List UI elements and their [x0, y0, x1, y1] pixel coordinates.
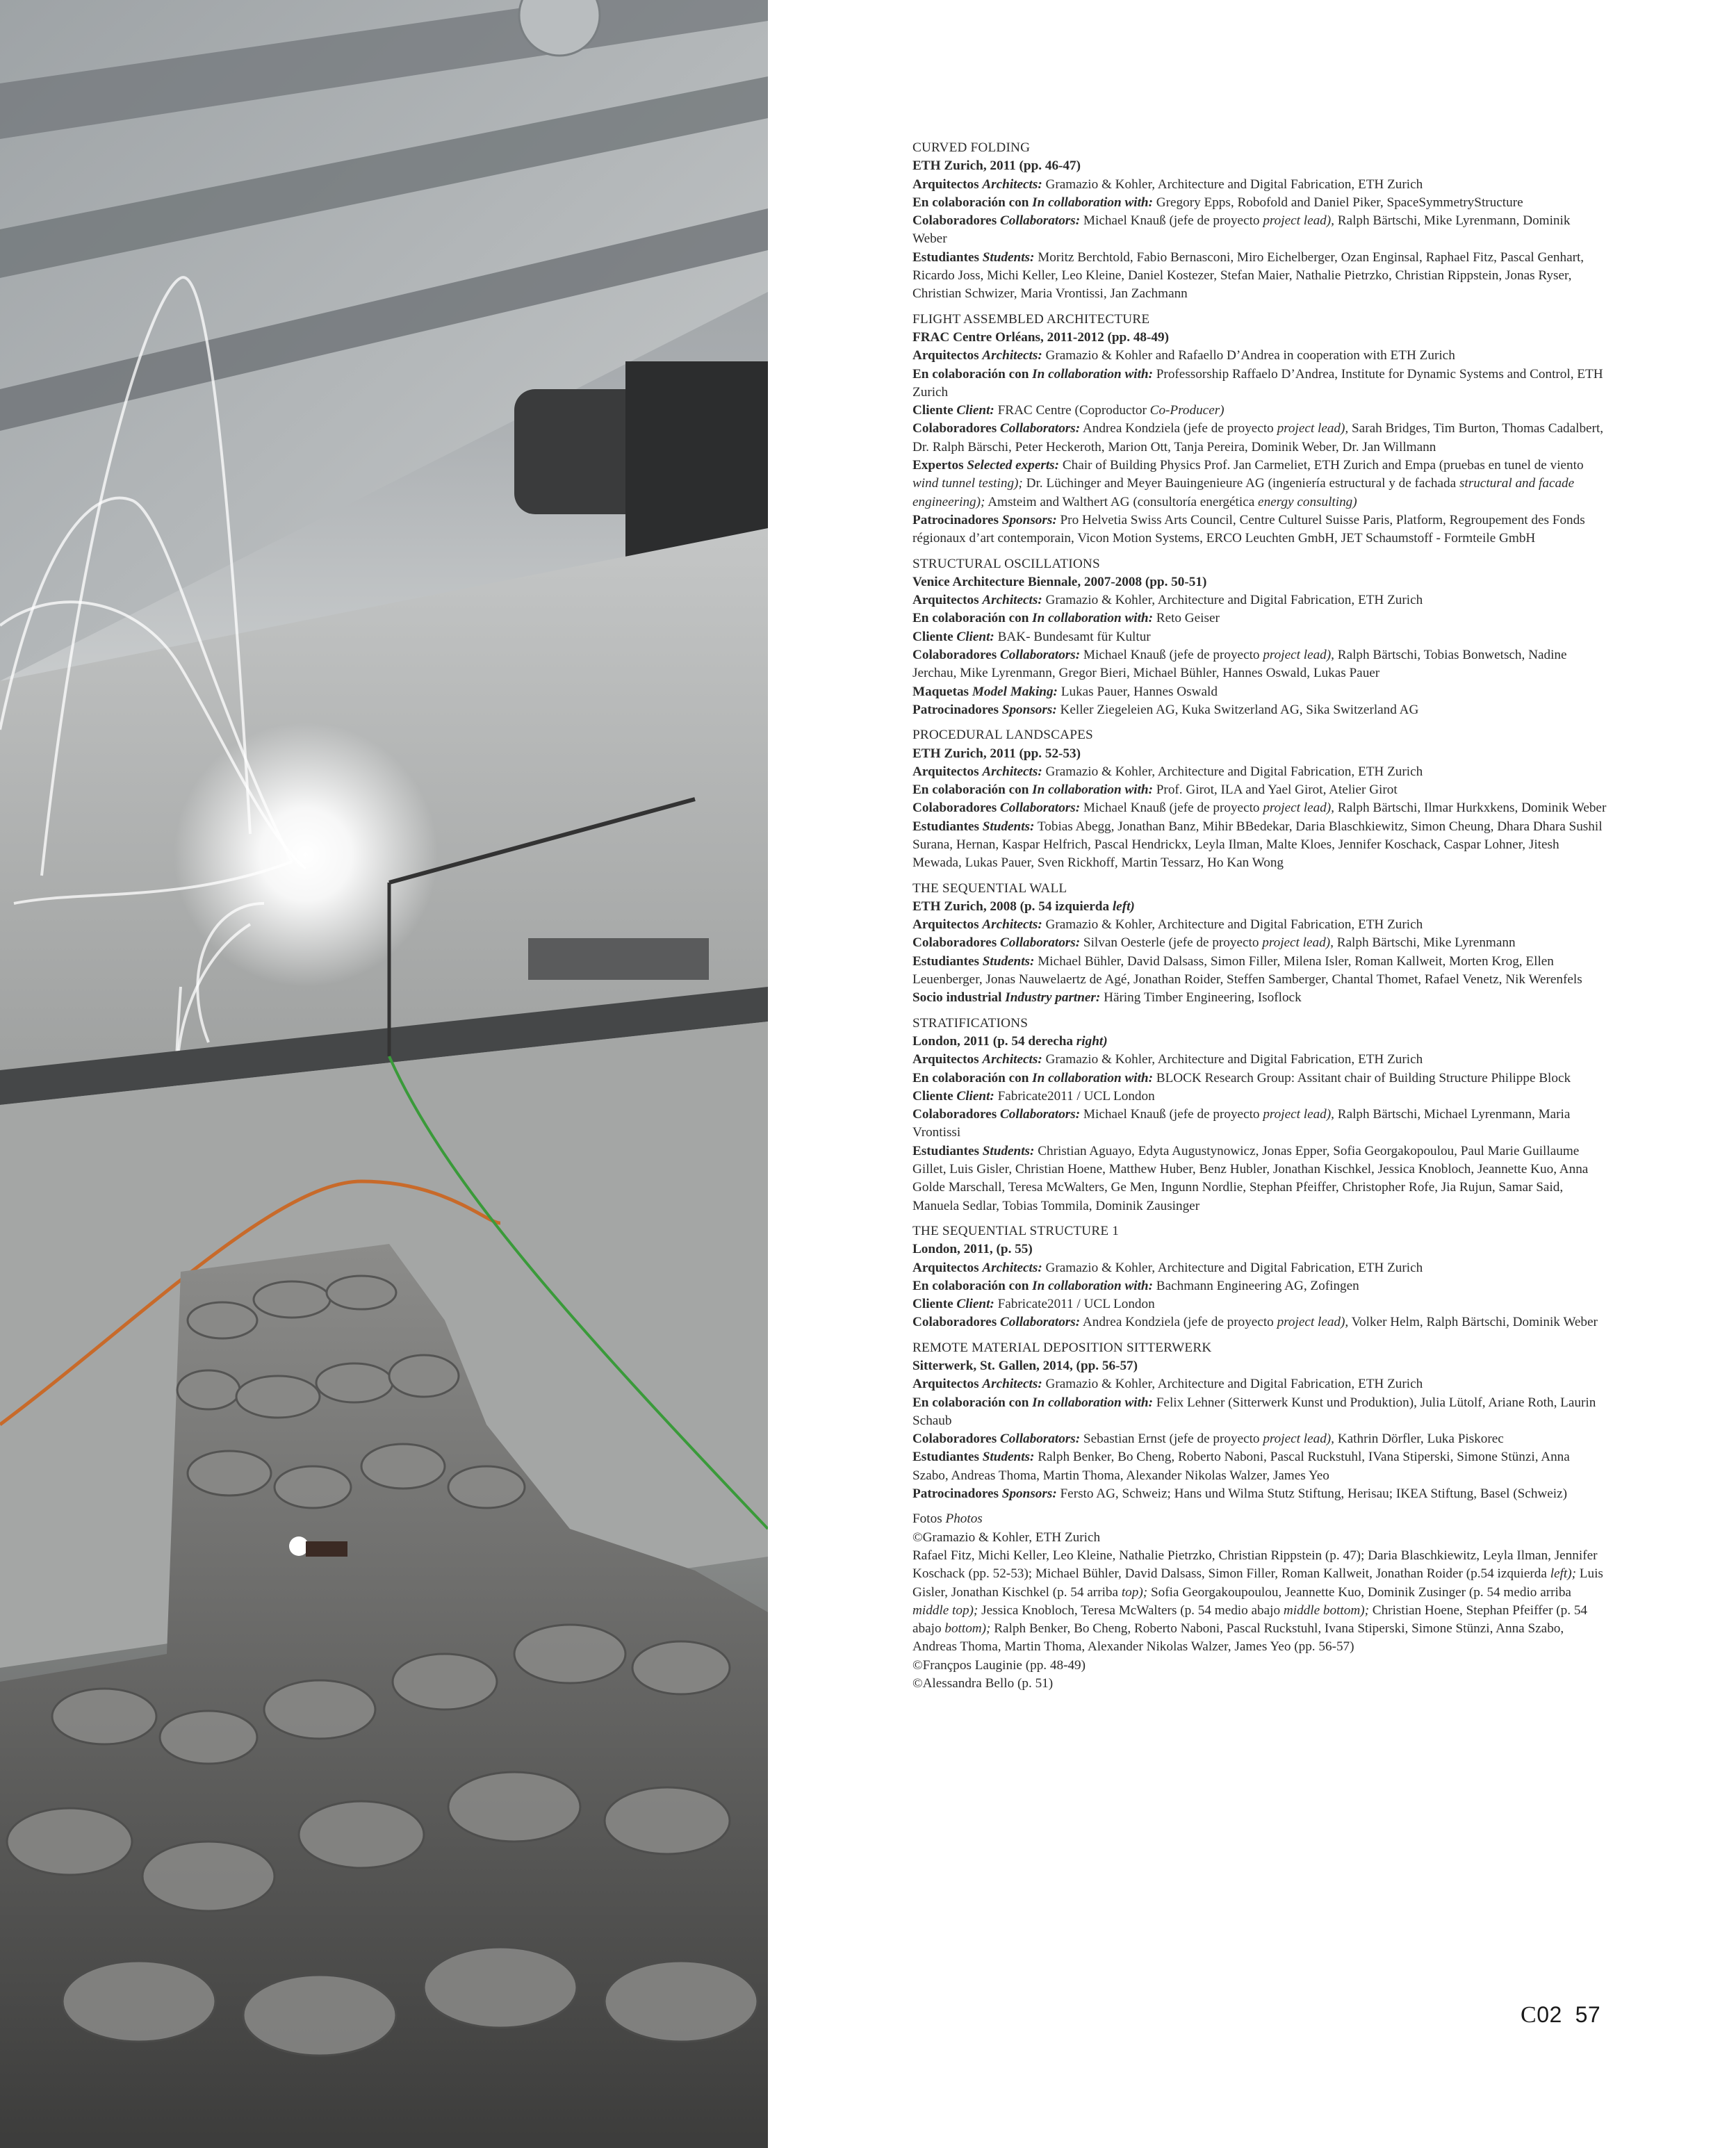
- credit-names: Christian Aguayo, Edyta Augustynowicz, Jonas Epper, Sofia Georgakopoulou, Paul Marie Guillaume Gillet, Luis Gisler, Christian Hoene, Matthew Huber, Benz Hubler, Jonathan Kischkel, Jessica Knobloch, Jeannette Kuo, Anna Golde Marschall, Teresa McWalters, Ge Men, Ingunn Nordlie, Stephan Pfeiffer, Christopher Rofe, Jia Rujun, Samar Said, Manuela Sedlar, Tobias Tommila, Dominik Zausinger: [912, 1143, 1589, 1213]
- credit-role-en: Students:: [982, 953, 1035, 969]
- credit-subtitle-italic: right): [1076, 1033, 1108, 1049]
- credit-title: THE SEQUENTIAL STRUCTURE 1: [912, 1223, 1120, 1238]
- credit-role-es: Estudiantes: [912, 953, 979, 969]
- credit-line: [912, 1394, 1607, 1431]
- credit-line: [912, 457, 1607, 511]
- credit-role-en: Collaborators:: [999, 1432, 1081, 1447]
- credit-line: [912, 1430, 1607, 1448]
- credit-role-es: Arquitectos: [912, 1377, 979, 1392]
- credit-subtitle: [912, 1033, 1607, 1051]
- credit-role-es: Colaboradores: [912, 1315, 997, 1330]
- credit-line: [912, 176, 1607, 194]
- credit-role-en: Collaborators:: [999, 421, 1081, 436]
- magazine-logo: C: [1521, 2002, 1537, 2028]
- credit-role-es: Expertos: [912, 458, 964, 473]
- credit-line: [912, 194, 1607, 212]
- credit-subtitle: [912, 329, 1607, 347]
- credit-role-en: In collaboration with:: [1032, 782, 1153, 798]
- credit-names: Gregory Epps, Robofold and Daniel Piker, SpaceSymmetryStructure: [1156, 195, 1523, 210]
- credit-role-en: In collaboration with:: [1032, 366, 1153, 382]
- credit-role-es: Cliente: [912, 1297, 953, 1312]
- credit-line: [912, 1051, 1607, 1069]
- credit-names: Michael Knauß (jefe de proyecto: [1083, 648, 1260, 663]
- credit-role-en: Architects:: [982, 1377, 1042, 1392]
- credit-line: [912, 1088, 1607, 1106]
- credit-names: Michael Knauß (jefe de proyecto: [1083, 213, 1260, 229]
- credit-subtitle: [912, 1240, 1607, 1259]
- credit-line: [912, 989, 1607, 1007]
- credit-names: Gramazio & Kohler and Rafaello D’Andrea in cooperation with ETH Zurich: [1045, 348, 1455, 363]
- credit-role-en: Students:: [982, 819, 1035, 834]
- credit-role-es: En colaboración con: [912, 366, 1029, 382]
- credit-role-es: Arquitectos: [912, 917, 979, 933]
- credit-names: Keller Ziegeleien AG, Kuka Switzerland AG, Sika Switzerland AG: [1060, 702, 1419, 717]
- credit-names: Kathrin Dörfler, Luka Piskorec: [1337, 1432, 1504, 1447]
- page-folio: [1521, 2002, 1600, 2028]
- credit-names: Professorship Raffaelo D’Andrea, Institute for Dynamic Systems and Control, ETH Zurich: [912, 366, 1603, 400]
- credit-role-en: Architects:: [982, 348, 1042, 363]
- credit-block: [912, 880, 1607, 1008]
- credit-names: Ralph Bärtschi, Tobias Bonwetsch, Nadine Jerchau, Mike Lyrenmann, Gregor Bieri, Michael Bühler, Hannes Oswald, Lukas Pauer: [912, 648, 1567, 681]
- credit-names: BAK- Bundesamt für Kultur: [997, 629, 1151, 644]
- credit-italic: Co-Producer): [1149, 403, 1225, 418]
- credit-line: [912, 1106, 1607, 1142]
- credit-block: [912, 726, 1607, 872]
- credit-title: STRUCTURAL OSCILLATIONS: [912, 556, 1100, 571]
- credit-subtitle-text: ETH Zurich, 2011 (pp. 46-47): [912, 158, 1081, 174]
- credit-line: [912, 1485, 1607, 1503]
- credits-column: [912, 139, 1607, 1700]
- credit-line: [912, 1448, 1607, 1485]
- photo-credits-label: Fotos: [912, 1511, 942, 1527]
- credit-italic: energy consulting): [1258, 494, 1357, 509]
- photo-credit-text: Sofia Georgakoupoulou, Jeannette Kuo, Dominik Zusinger (p. 54 medio arriba: [1147, 1584, 1571, 1600]
- credit-role-en: Collaborators:: [999, 1315, 1081, 1330]
- photo-credits-heading: [912, 1510, 1607, 1528]
- credit-role-es: Colaboradores: [912, 801, 997, 816]
- credit-role-es: En colaboración con: [912, 1070, 1029, 1085]
- credit-role-es: Patrocinadores: [912, 512, 999, 527]
- credit-names: Gramazio & Kohler, Architecture and Digital Fabrication, ETH Zurich: [1045, 764, 1423, 779]
- credit-role-es: Arquitectos: [912, 177, 979, 192]
- credit-subtitle-text: ETH Zurich, 2011 (pp. 52-53): [912, 746, 1081, 761]
- credit-title: FLIGHT ASSEMBLED ARCHITECTURE: [912, 311, 1150, 327]
- credit-role-en: Students:: [982, 249, 1035, 265]
- credit-names: Gramazio & Kohler, Architecture and Digital Fabrication, ETH Zurich: [1045, 917, 1423, 933]
- credit-title: THE SEQUENTIAL WALL: [912, 880, 1067, 896]
- credit-role-es: En colaboración con: [912, 1278, 1029, 1293]
- credit-line: [912, 916, 1607, 934]
- credit-line: [912, 763, 1607, 781]
- credit-block: [912, 1015, 1607, 1215]
- credit-role-en: Selected experts:: [967, 458, 1060, 473]
- photo-credits-block: [912, 1510, 1607, 1693]
- credit-names: Andrea Kondziela (jefe de proyecto: [1082, 421, 1274, 436]
- credit-role-es: Maquetas: [912, 684, 969, 699]
- credit-role-en: Students:: [982, 1143, 1035, 1158]
- credit-names: Gramazio & Kohler, Architecture and Digital Fabrication, ETH Zurich: [1045, 1052, 1423, 1067]
- credit-italic: structural and facade engineering);: [912, 476, 1575, 509]
- credit-names: Ralph Bärtschi, Mike Lyrenmann, Dominik Weber: [912, 213, 1571, 247]
- credit-line: [912, 701, 1607, 719]
- photo-credit-text: Rafael Fitz, Michi Keller, Leo Kleine, Nathalie Pietrzko, Christian Rippstein (p. 47); Daria Blaschkiewitz, Leyla Ilman, Jennifer Koschack (pp. 52-53); Michael Bühler, David Dalsass, Simon Filler, Roman Kallweit, Jonathan Roider (p.54 izquierda: [912, 1548, 1598, 1582]
- credit-role-es: En colaboración con: [912, 1395, 1029, 1410]
- credit-title: PROCEDURAL LANDSCAPES: [912, 728, 1093, 743]
- credit-role-en: Architects:: [982, 177, 1042, 192]
- photo-credit-text: ©Alessandra Bello (p. 51): [912, 1676, 1054, 1691]
- credit-names: Ralph Bärtschi, Mike Lyrenmann: [1336, 935, 1516, 951]
- credit-line: [912, 402, 1607, 420]
- credit-names: Tobias Abegg, Jonathan Banz, Mihir BBedekar, Daria Blaschkiewitz, Simon Cheung, Dhara Dhara Sushil Surana, Hernan, Kaspar Helfrich, Pascal Hendrickx, Leyla Ilman, Malte Kloes, Jennifer Koschack, Caspar Lohner, Jitesh Mewada, Lukas Pauer, Sven Rickhoff, Martin Tessarz, Ho Kan Wong: [912, 819, 1603, 871]
- credit-names: Bachmann Engineering AG, Zofingen: [1156, 1278, 1359, 1293]
- credit-line: [912, 511, 1607, 548]
- credit-block: [912, 1339, 1607, 1504]
- credit-role-en: In collaboration with:: [1032, 1278, 1153, 1293]
- credit-italic: project lead),: [1262, 935, 1334, 951]
- credit-subtitle-text: ETH Zurich, 2008 (p. 54 izquierda: [912, 899, 1110, 914]
- credit-block: [912, 555, 1607, 720]
- credit-line: [912, 347, 1607, 365]
- credit-line: [912, 1277, 1607, 1295]
- credit-names: Gramazio & Kohler, Architecture and Digital Fabrication, ETH Zurich: [1045, 593, 1423, 608]
- credit-role-es: Cliente: [912, 1088, 953, 1104]
- credit-names: Moritz Berchtold, Fabio Bernasconi, Miro Eichelberger, Ozan Enginsal, Raphael Fitz, Pascal Genhart, Ricardo Joss, Michi Keller, Leo Kleine, Daniel Kostezer, Stefan Maier, Nathalie Pietrzko, Christian Rippstein, Jonas Ryser, Christian Schwizer, Maria Vrontissi, Jan Zachmann: [912, 249, 1584, 302]
- credit-italic: project lead),: [1277, 1315, 1349, 1330]
- credit-line: [912, 1313, 1607, 1331]
- credit-names: FRAC Centre (Coproductor: [997, 403, 1147, 418]
- credit-line: [912, 249, 1607, 304]
- credit-role-es: Arquitectos: [912, 764, 979, 779]
- credit-line: [912, 646, 1607, 683]
- photo-illustration: [0, 0, 768, 2148]
- credit-role-en: In collaboration with:: [1032, 611, 1153, 626]
- credit-names: Chair of Building Physics Prof. Jan Carmeliet, ETH Zurich and Empa (pruebas en tunel de viento: [1062, 458, 1584, 473]
- credit-line: [912, 1375, 1607, 1393]
- credit-title: REMOTE MATERIAL DEPOSITION SITTERWERK: [912, 1340, 1212, 1355]
- credit-role-es: Estudiantes: [912, 249, 979, 265]
- credit-names: Fabricate2011 / UCL London: [997, 1088, 1155, 1104]
- credit-role-en: Collaborators:: [999, 213, 1081, 229]
- credit-subtitle: [912, 157, 1607, 175]
- credit-role-es: Cliente: [912, 629, 953, 644]
- credit-italic: project lead),: [1263, 213, 1334, 229]
- photo-credit-italic: middle bottom);: [1283, 1602, 1369, 1618]
- photo-credit-text: ©Gramazio & Kohler, ETH Zurich: [912, 1530, 1101, 1545]
- credit-names: Amsteim and Walthert AG (consultoría energética: [988, 494, 1255, 509]
- credit-role-en: Client:: [956, 629, 994, 644]
- photo-credit-text: Ralph Benker, Bo Cheng, Roberto Naboni, Pascal Ruckstuhl, Ivana Stiperski, Simone Stünzi, Anna Szabo, Andreas Thoma, Martin Thoma, Alexander Nikolas Walzer, James Yeo (pp. 56-57): [912, 1621, 1564, 1655]
- credit-title: CURVED FOLDING: [912, 140, 1031, 155]
- credit-role-es: Colaboradores: [912, 1432, 997, 1447]
- photo-credit-italic: left);: [1550, 1566, 1576, 1582]
- photo-credits-text: [912, 1529, 1607, 1694]
- credit-role-en: Architects:: [982, 1052, 1042, 1067]
- credit-role-es: Colaboradores: [912, 213, 997, 229]
- credit-names: Fabricate2011 / UCL London: [997, 1297, 1155, 1312]
- credit-role-es: Estudiantes: [912, 819, 979, 834]
- credit-block: [912, 311, 1607, 548]
- credit-role-en: Client:: [956, 1088, 994, 1104]
- credit-role-en: Sponsors:: [1001, 702, 1057, 717]
- credit-names: Gramazio & Kohler, Architecture and Digital Fabrication, ETH Zurich: [1045, 1377, 1423, 1392]
- credit-line: [912, 1142, 1607, 1215]
- credit-role-en: Client:: [956, 1297, 994, 1312]
- photo-credit-text: ©Françpos Lauginie (pp. 48-49): [912, 1657, 1086, 1673]
- credit-subtitle: [912, 898, 1607, 916]
- credit-subtitle-text: London, 2011, (p. 55): [912, 1242, 1033, 1257]
- credit-role-es: Cliente: [912, 403, 953, 418]
- credit-subtitle: [912, 745, 1607, 763]
- credit-role-es: Colaboradores: [912, 1107, 997, 1122]
- credit-italic: wind tunnel testing);: [912, 476, 1023, 491]
- issue-number: 02: [1537, 2002, 1562, 2027]
- credit-role-en: Sponsors:: [1001, 1486, 1057, 1502]
- credit-block: [912, 1222, 1607, 1332]
- credit-line: [912, 1069, 1607, 1088]
- credit-role-es: Colaboradores: [912, 421, 997, 436]
- credit-names: Andrea Kondziela (jefe de proyecto: [1082, 1315, 1274, 1330]
- credit-names: Felix Lehner (Sitterwerk Kunst und Produktion), Julia Lütolf, Ariane Roth, Laurin Schaub: [912, 1395, 1596, 1428]
- photo-credit-text: Christian Hoene, Stephan Pfeiffer (p. 54 abajo: [912, 1602, 1588, 1637]
- credit-block: [912, 139, 1607, 304]
- credit-role-en: In collaboration with:: [1032, 1395, 1153, 1410]
- photo-credit-text: Jessica Knobloch, Teresa McWalters (p. 54 medio abajo: [978, 1602, 1284, 1618]
- photo-credit-italic: top);: [1121, 1584, 1148, 1600]
- credit-role-en: Students:: [982, 1450, 1035, 1465]
- page-number: 57: [1575, 2002, 1601, 2027]
- credit-role-en: Architects:: [982, 593, 1042, 608]
- photo-credit-italic: bottom);: [944, 1621, 991, 1637]
- credit-role-en: Architects:: [982, 1260, 1042, 1275]
- credit-names: Reto Geiser: [1156, 611, 1220, 626]
- credit-line: [912, 683, 1607, 701]
- credit-names: Häring Timber Engineering, Isoflock: [1104, 990, 1302, 1006]
- credit-names: Ralph Bärtschi, Ilmar Hurkxkens, Dominik Weber: [1337, 801, 1607, 816]
- credit-role-es: Arquitectos: [912, 593, 979, 608]
- credit-line: [912, 628, 1607, 646]
- credit-subtitle: [912, 573, 1607, 591]
- credit-line: [912, 366, 1607, 402]
- credit-role-en: Architects:: [982, 917, 1042, 933]
- credit-italic: project lead),: [1263, 1432, 1334, 1447]
- credit-names: Pro Helvetia Swiss Arts Council, Centre Culturel Suisse Paris, Platform, Regroupement des Fonds régionaux d’art contemporain, Vicon Motion Systems, ERCO Leuchten GmbH, JET Schaumstoff - Formteile GmbH: [912, 512, 1585, 546]
- credit-names: Sebastian Ernst (jefe de proyecto: [1083, 1432, 1260, 1447]
- credit-subtitle-text: FRAC Centre Orléans, 2011-2012 (pp. 48-49): [912, 329, 1169, 345]
- credit-role-es: Estudiantes: [912, 1450, 979, 1465]
- credit-role-es: Arquitectos: [912, 1052, 979, 1067]
- credit-line: [912, 1259, 1607, 1277]
- credit-italic: project lead),: [1263, 648, 1334, 663]
- credit-names: Prof. Girot, ILA and Yael Girot, Atelier Girot: [1156, 782, 1398, 798]
- installation-photo: [0, 0, 768, 2148]
- credit-names: Michael Knauß (jefe de proyecto: [1083, 801, 1260, 816]
- credit-line: [912, 212, 1607, 249]
- credit-names: Ralph Benker, Bo Cheng, Roberto Naboni, Pascal Ruckstuhl, IVana Stiperski, Simone Stünzi, Anna Szabo, Andreas Thoma, Martin Thoma, Alexander Nikolas Walzer, James Yeo: [912, 1450, 1570, 1483]
- credit-subtitle-text: London, 2011 (p. 54 derecha: [912, 1033, 1073, 1049]
- credit-names: Ralph Bärtschi, Michael Lyrenmann, Maria Vrontissi: [912, 1107, 1571, 1140]
- credit-subtitle-text: Sitterwerk, St. Gallen, 2014, (pp. 56-57): [912, 1359, 1138, 1373]
- credit-names: Fersto AG, Schweiz; Hans und Wilma Stutz Stiftung, Herisau; IKEA Stiftung, Basel (Schweiz): [1060, 1486, 1568, 1502]
- photo-credit-italic: middle top);: [912, 1602, 978, 1618]
- credit-italic: project lead),: [1263, 1107, 1334, 1122]
- credit-names: Lukas Pauer, Hannes Oswald: [1061, 684, 1218, 699]
- credit-role-es: En colaboración con: [912, 195, 1029, 210]
- credit-role-en: Collaborators:: [999, 648, 1081, 663]
- credit-line: [912, 934, 1607, 952]
- credit-line: [912, 953, 1607, 990]
- credit-line: [912, 609, 1607, 628]
- credit-role-es: Arquitectos: [912, 348, 979, 363]
- credit-line: [912, 1295, 1607, 1313]
- credit-names: Volker Helm, Ralph Bärtschi, Dominik Weber: [1351, 1315, 1598, 1330]
- credit-role-en: Model Making:: [972, 684, 1058, 699]
- credit-title: STRATIFICATIONS: [912, 1015, 1029, 1031]
- credit-role-en: In collaboration with:: [1032, 195, 1153, 210]
- credit-role-en: Industry partner:: [1005, 990, 1101, 1006]
- credit-line: [912, 591, 1607, 609]
- credit-role-en: Architects:: [982, 764, 1042, 779]
- credit-role-es: Patrocinadores: [912, 1486, 999, 1502]
- photo-credits-label-en: Photos: [945, 1511, 983, 1527]
- credit-line: [912, 781, 1607, 799]
- credit-role-en: Collaborators:: [999, 1107, 1081, 1122]
- credit-role-en: Collaborators:: [999, 935, 1081, 951]
- credit-role-en: Collaborators:: [999, 801, 1081, 816]
- credit-subtitle: [912, 1357, 1607, 1375]
- credit-line: [912, 420, 1607, 457]
- credit-role-es: En colaboración con: [912, 782, 1029, 798]
- credit-italic: project lead),: [1277, 421, 1349, 436]
- credit-role-es: Socio industrial: [912, 990, 1002, 1006]
- credit-names: Gramazio & Kohler, Architecture and Digital Fabrication, ETH Zurich: [1045, 177, 1423, 192]
- credit-subtitle-italic: left): [1112, 899, 1135, 914]
- credit-names: BLOCK Research Group: Assitant chair of Building Structure Philippe Block: [1156, 1070, 1571, 1085]
- credit-italic: project lead),: [1263, 801, 1334, 816]
- credit-role-es: En colaboración con: [912, 611, 1029, 626]
- credit-line: [912, 818, 1607, 873]
- credit-names: Gramazio & Kohler, Architecture and Digital Fabrication, ETH Zurich: [1045, 1260, 1423, 1275]
- credit-role-en: Sponsors:: [1001, 512, 1057, 527]
- credit-names: Michael Knauß (jefe de proyecto: [1083, 1107, 1260, 1122]
- credit-role-es: Arquitectos: [912, 1260, 979, 1275]
- credit-names: Silvan Oesterle (jefe de proyecto: [1083, 935, 1259, 951]
- credit-role-en: In collaboration with:: [1032, 1070, 1153, 1085]
- credit-names: Dr. Lüchinger and Meyer Bauingenieure AG (ingeniería estructural y de fachada: [1026, 476, 1457, 491]
- credit-role-es: Estudiantes: [912, 1143, 979, 1158]
- credit-subtitle-text: Venice Architecture Biennale, 2007-2008 (pp. 50-51): [912, 574, 1207, 589]
- credit-role-es: Colaboradores: [912, 648, 997, 663]
- credit-names: Michael Bühler, David Dalsass, Simon Filler, Milena Isler, Roman Kallweit, Morten Krog, Ellen Leuenberger, Jonas Nauwelaertz de Agé, Jonathan Roider, Steffen Samberger, Chantal Thomet, Rafael Venetz, Nik Werenfels: [912, 953, 1582, 987]
- credit-names: Sarah Bridges, Tim Burton, Thomas Cadalbert, Dr. Ralph Bärschi, Peter Heckeroth, Marion Ott, Tanja Pereira, Dominik Weber, Dr. Jan Willmann: [912, 421, 1604, 454]
- credit-role-en: Client:: [956, 403, 994, 418]
- credit-line: [912, 799, 1607, 817]
- credit-role-es: Colaboradores: [912, 935, 997, 951]
- photo-credit-text: Luis Gisler, Jonathan Kischkel (p. 54 arriba: [912, 1566, 1603, 1600]
- credit-role-es: Patrocinadores: [912, 702, 999, 717]
